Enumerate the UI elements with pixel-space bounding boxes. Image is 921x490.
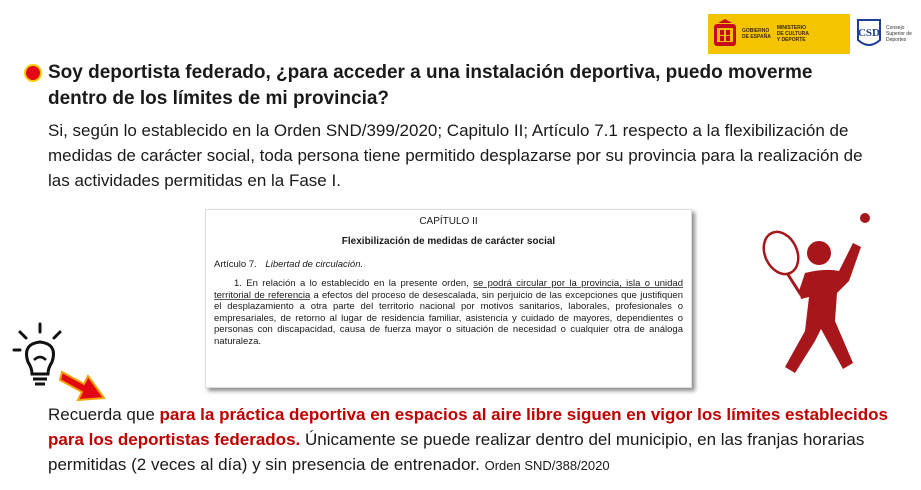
reminder-body: Únicamente se puede realizar dentro del municipio, en las franjas horarias permitidas (2 veces al día) y sin presencia de entrenador. [48, 430, 865, 474]
paragraph-end: a efectos del proceso de desescalada, sin perjuicio de las excepciones que justifiquen el desplazamiento a otra parte del territorio nacional por motivos sanitarios, laborales, profesionales o empresariales, de retorno al lugar de residencia familiar, asistencia y cuidado de mayores, dependientes o personas con discapacidad, causa de fuerza mayor o situación de necesidad o cualquier otra de análoga naturaleza. [214, 289, 683, 347]
government-text: GOBIERNO DE ESPAÑA [742, 28, 771, 40]
tennis-player-icon [735, 213, 895, 388]
chapter-title: Flexibilización de medidas de carácter social [341, 236, 556, 247]
red-dot-icon [26, 66, 40, 80]
question-text: Soy deportista federado, ¿para acceder a una instalación deportiva, puedo moverme dentro de los límites de mi provincia? [48, 62, 813, 109]
article-title: Libertad de circulación. [265, 259, 364, 270]
csd-logo [854, 16, 912, 52]
arrow-icon [58, 362, 110, 404]
csd-mark-text: CSD [857, 27, 881, 39]
csd-text: Consejo Superior de Deportes [886, 25, 912, 43]
government-logo [708, 14, 850, 54]
reminder-source: Orden SND/388/2020 [484, 458, 610, 473]
reminder-highlight: para la práctica deportiva en espacios al aire libre siguen en vigor los límites establecidos para los deportistas federados. [48, 405, 888, 449]
header-logos [708, 14, 913, 54]
spain-crest-icon [712, 18, 738, 50]
article-paragraph [214, 278, 683, 347]
answer-text: Si, según lo establecido en la Orden SND/399/2020; Capitulo II; Artículo 7.1 respecto a la flexibilización de medidas de carácter social, toda persona tiene permitido desplazarse por su provincia para la realización de las actividades permitidas en la Fase I. [48, 121, 863, 190]
paragraph-underlined: se podrá circular por la provincia, isla o unidad territorial de referencia [214, 278, 683, 301]
article-heading [214, 259, 683, 270]
chapter-heading: CAPÍTULO II [419, 216, 478, 227]
reminder-text [48, 402, 908, 478]
csd-mark-icon [854, 16, 884, 52]
law-excerpt [205, 209, 692, 388]
ministry-text: MINISTERIO DE CULTURA Y DEPORTE [776, 25, 809, 43]
reminder-lead: Recuerda que [48, 405, 160, 424]
article-number: Artículo 7. [214, 259, 257, 270]
paragraph-start: 1. En relación a lo establecido en la presente orden, [234, 278, 474, 289]
